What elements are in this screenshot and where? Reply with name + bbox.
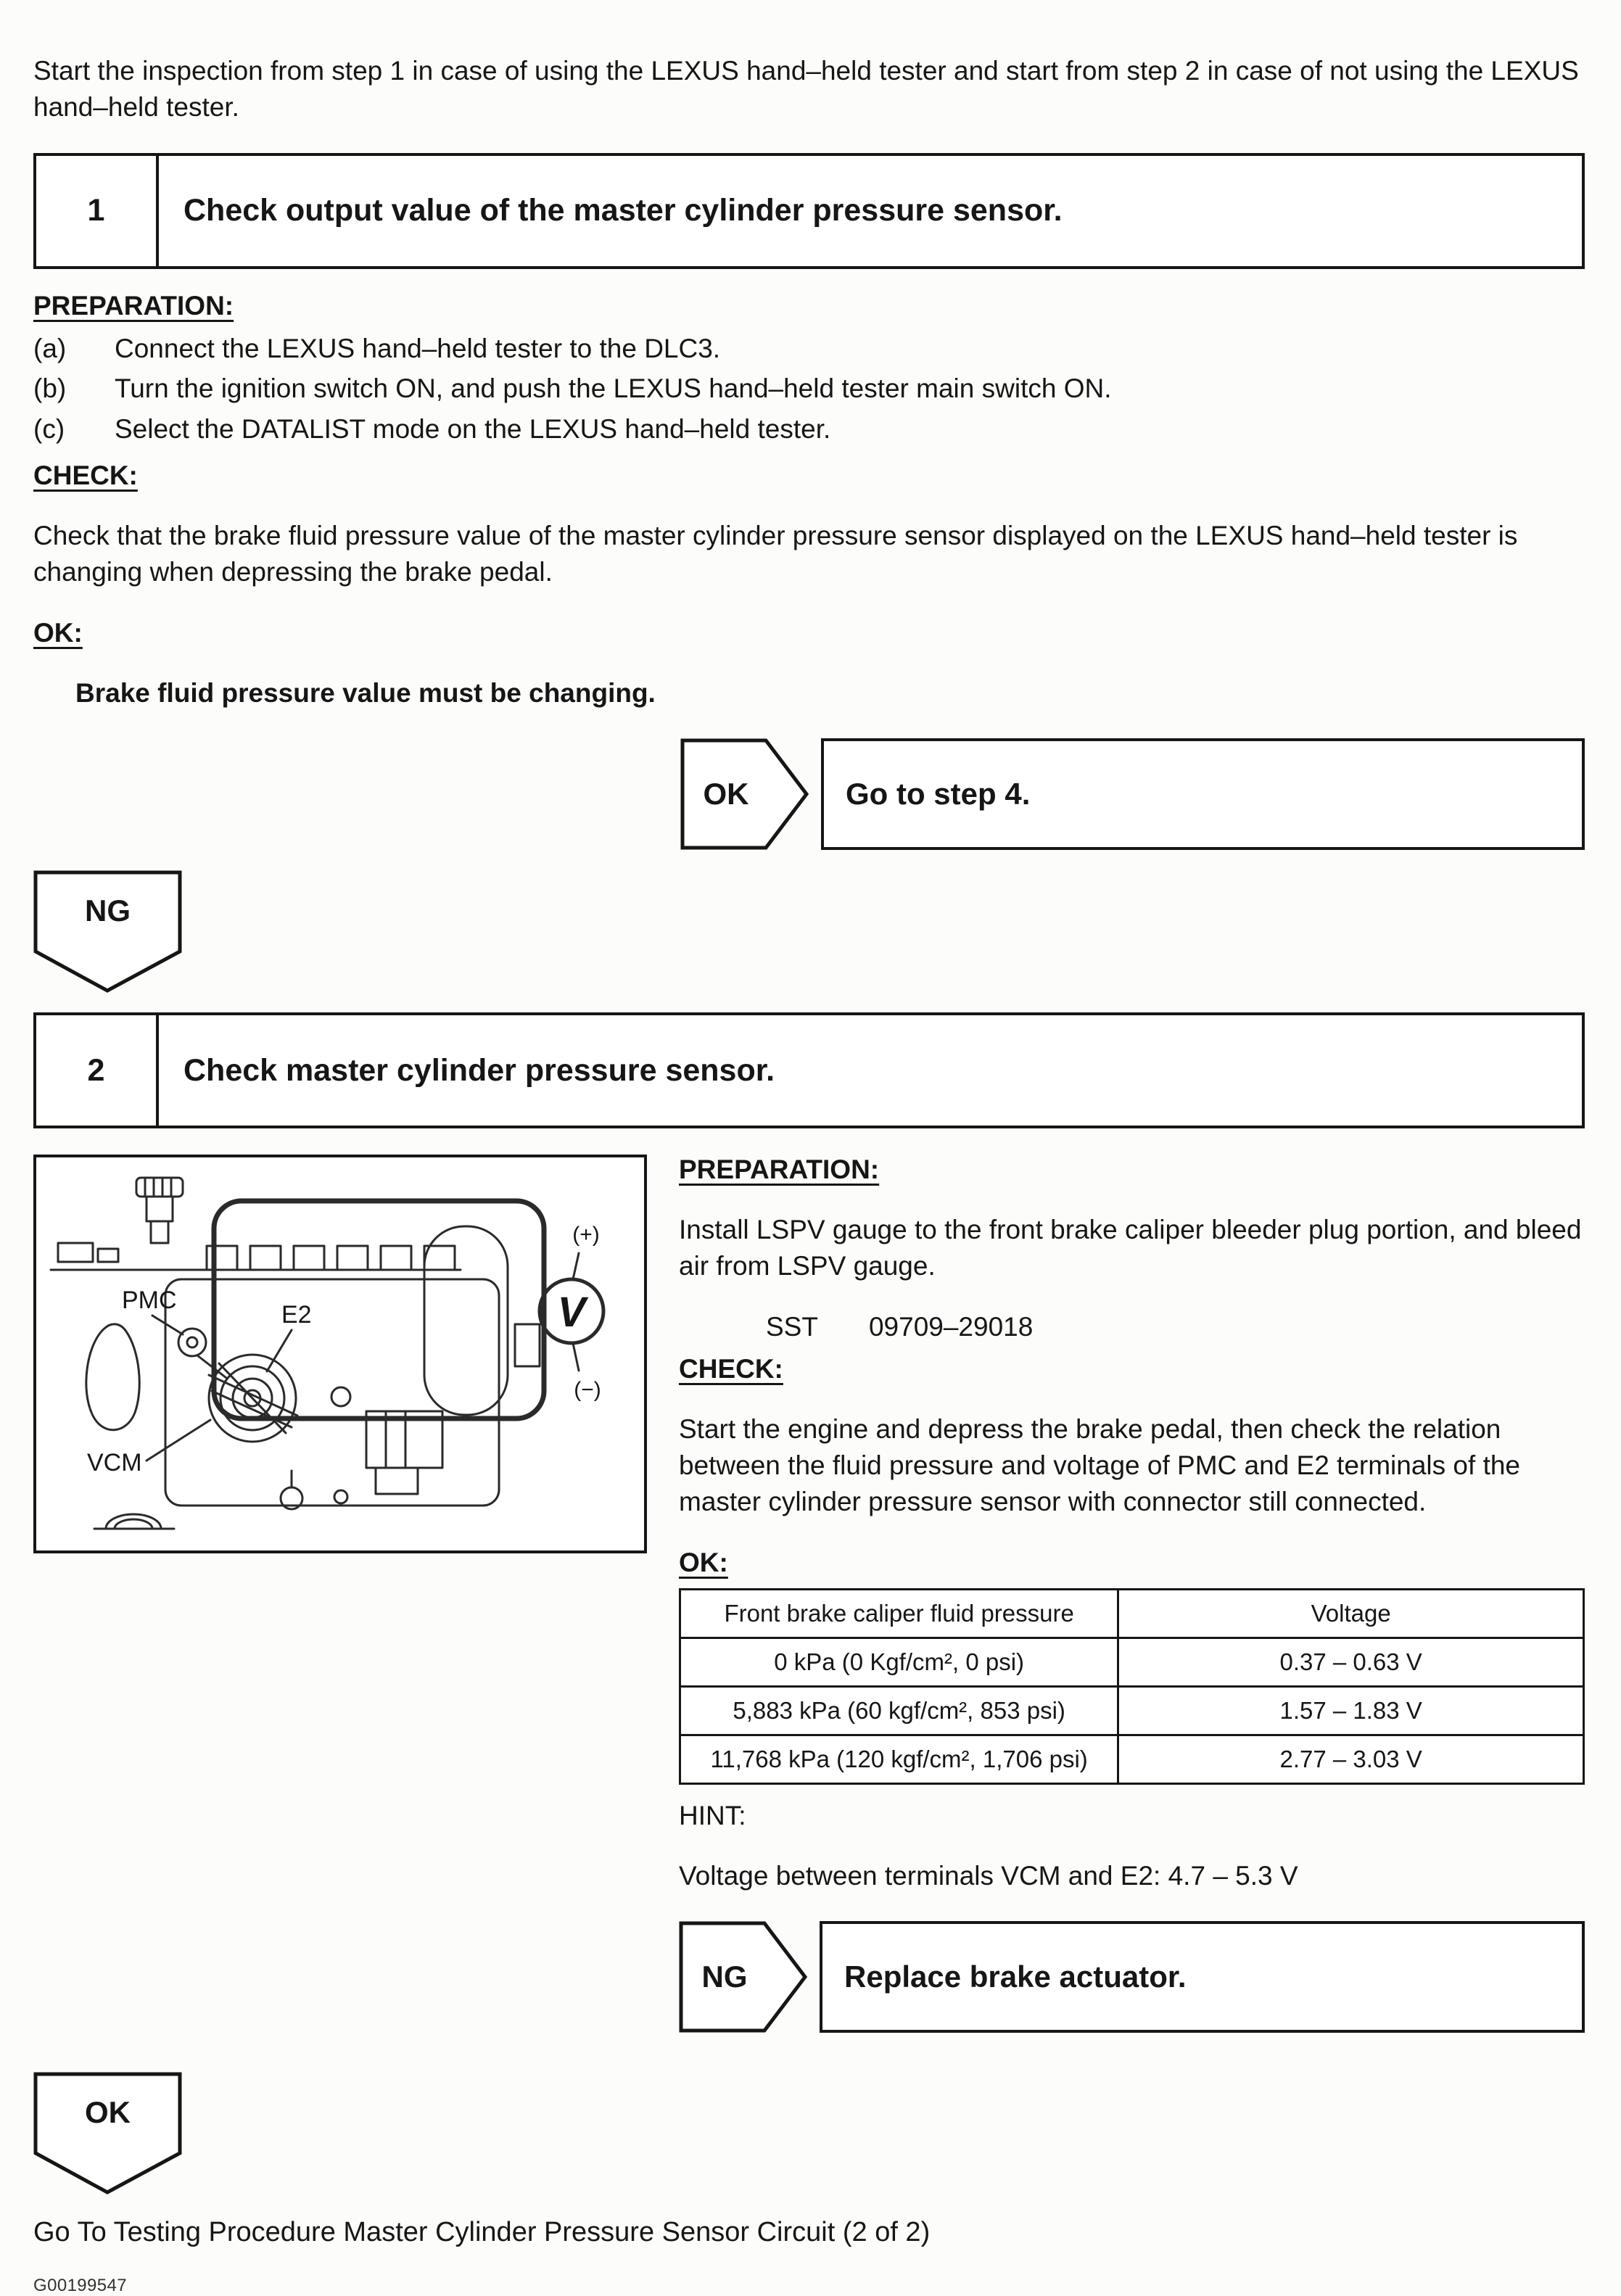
footer-text: Go To Testing Procedure Master Cylinder Pressure Sensor Circuit (2 of 2) xyxy=(33,2216,931,2247)
prep-item-a-tag: (a) xyxy=(33,333,67,363)
step1-ok-label: OK: xyxy=(33,617,83,648)
ok-pentagon-down xyxy=(33,2072,182,2195)
cell-pressure: 11,768 kPa (120 kgf/cm², 1,706 psi) xyxy=(680,1735,1118,1783)
doc-code: G00199547 xyxy=(33,2275,128,2295)
step1-preparation-label: PREPARATION: xyxy=(33,290,234,321)
step2-header-box xyxy=(33,1012,1585,1128)
step2-columns xyxy=(33,1155,1585,2053)
cell-voltage: 2.77 – 3.03 V xyxy=(1118,1735,1584,1783)
hint-text: Voltage between terminals VCM and E2: 4.7 – 5.3 V xyxy=(679,1860,1298,1891)
step1-number: 1 xyxy=(36,156,159,266)
master-cylinder-diagram xyxy=(33,1155,647,1553)
ok-pentagon-down-label: OK xyxy=(85,2094,131,2129)
table-row xyxy=(680,1638,1584,1686)
cell-voltage: 0.37 – 0.63 V xyxy=(1118,1638,1584,1686)
ng-pentagon-label: NG xyxy=(85,893,131,928)
table-header-row xyxy=(680,1589,1584,1638)
table-header-pressure: Front brake caliper fluid pressure xyxy=(680,1589,1118,1638)
ok-pentagon-right xyxy=(680,738,809,850)
ng-pentagon-right-label: NG xyxy=(701,1959,748,1994)
diagram-label-vcm: VCM xyxy=(87,1449,142,1477)
sst-value: 09709–29018 xyxy=(868,1311,1034,1342)
cell-voltage: 1.57 – 1.83 V xyxy=(1118,1686,1584,1735)
sst-row xyxy=(766,1312,1585,1342)
diagram-svg xyxy=(36,1157,638,1545)
prep-item-a-text: Connect the LEXUS hand–held tester to the DLC3. xyxy=(115,333,721,363)
step2-check-label: CHECK: xyxy=(679,1353,783,1384)
step1-ok-requirement: Brake fluid pressure value must be changing. xyxy=(75,677,656,708)
step1-title: Check output value of the master cylinder pressure sensor. xyxy=(183,193,1063,228)
ng-pentagon-down xyxy=(33,870,182,994)
step1-ok-flow-row xyxy=(680,738,1585,850)
diagram-label-pmc: PMC xyxy=(122,1287,177,1315)
step2-prep-text: Install LSPV gauge to the front brake caliper bleeder plug portion, and bleed air from LSPV gauge. xyxy=(679,1215,1582,1281)
intro-text: Start the inspection from step 1 in case of using the LEXUS hand–held tester and start from step 2 in case of not using the LEXUS hand–held tester. xyxy=(33,56,1579,123)
table-header-voltage: Voltage xyxy=(1118,1589,1584,1638)
prep-item-c-tag: (c) xyxy=(33,413,65,444)
step1-check-label: CHECK: xyxy=(33,461,138,491)
step1-check-text: Check that the brake fluid pressure value of the master cylinder pressure sensor displayed on the LEXUS hand–held tester is changing when depressing the brake pedal. xyxy=(33,521,1518,587)
voltmeter-icon: V xyxy=(557,1289,586,1337)
prep-item-b-text: Turn the ignition switch ON, and push the LEXUS hand–held tester main switch ON. xyxy=(115,373,1112,404)
table-row xyxy=(680,1735,1584,1783)
prep-item-a xyxy=(33,329,1585,369)
hint-label: HINT: xyxy=(679,1800,746,1830)
ng-pentagon-right xyxy=(679,1921,808,2033)
diagram-label-plus: (+) xyxy=(572,1223,600,1247)
prep-item-c xyxy=(33,409,1585,450)
step2-ok-label: OK: xyxy=(679,1547,728,1577)
table-row xyxy=(680,1686,1584,1735)
prep-item-b-tag: (b) xyxy=(33,373,67,404)
prep-item-b xyxy=(33,368,1585,409)
step2-preparation-label: PREPARATION: xyxy=(679,1155,880,1185)
step2-text-column xyxy=(679,1155,1585,2053)
step2-number: 2 xyxy=(36,1015,159,1126)
cell-pressure: 5,883 kPa (60 kgf/cm², 853 psi) xyxy=(680,1686,1118,1735)
sst-label: SST xyxy=(766,1311,818,1342)
diagram-label-e2: E2 xyxy=(281,1301,312,1329)
step1-header-box xyxy=(33,153,1585,269)
step2-check-text: Start the engine and depress the brake pedal, then check the relation between the fluid pressure and voltage of PMC and E2 terminals of the master cylinder pressure sensor with connector still connected. xyxy=(679,1413,1521,1517)
replace-brake-actuator-box: Replace brake actuator. xyxy=(820,1921,1585,2033)
ok-pentagon-label: OK xyxy=(703,777,749,812)
step2-title: Check master cylinder pressure sensor. xyxy=(183,1052,775,1088)
cell-pressure: 0 kPa (0 Kgf/cm², 0 psi) xyxy=(680,1638,1118,1686)
pressure-voltage-table xyxy=(679,1588,1585,1785)
goto-step4-box: Go to step 4. xyxy=(821,738,1585,850)
prep-item-c-text: Select the DATALIST mode on the LEXUS hand–held tester. xyxy=(115,413,831,444)
diagram-label-minus: (−) xyxy=(574,1378,601,1403)
step2-ng-flow-row xyxy=(679,1921,1585,2033)
